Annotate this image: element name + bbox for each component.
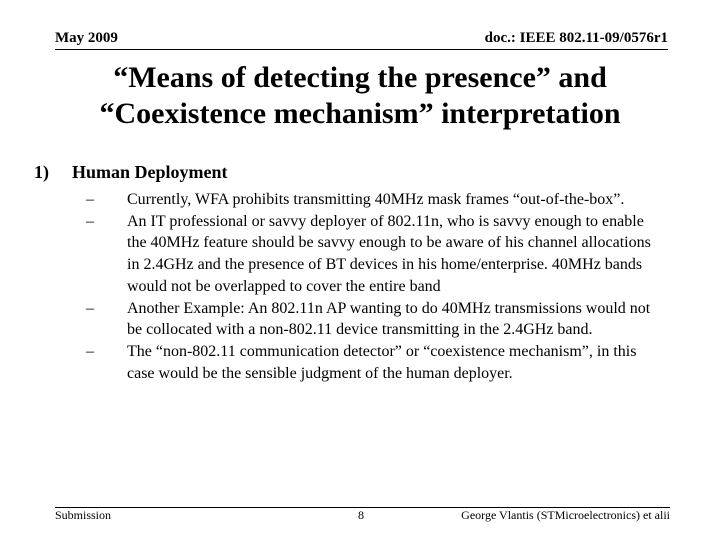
bullet-text: An IT professional or savvy deployer of 802.11n, who is savvy enough to enable the 40MHz feature should be savvy enough to be aware of his channel allocations in 2.4GHz and the presence of BT devices in his home/enterprise. 40MHz bands would not be overlapped to cover the entire band xyxy=(127,212,651,295)
bullet-dash: – xyxy=(86,191,94,208)
slide-title-line-2: “Coexistence mechanism” interpretation xyxy=(99,97,621,130)
bullet-item xyxy=(86,341,666,384)
bullet-item xyxy=(86,189,666,211)
bullet-item xyxy=(86,211,666,298)
footer-author: George Vlantis (STMicroelectronics) et alii xyxy=(461,508,670,522)
header-rule xyxy=(55,49,668,50)
bullet-dash: – xyxy=(86,342,94,360)
header-doc-id: doc.: IEEE 802.11-09/0576r1 xyxy=(484,30,668,46)
bullet-dash: – xyxy=(86,212,94,230)
bullet-item xyxy=(86,298,666,341)
bullet-text: Currently, WFA prohibits transmitting 40MHz mask frames “out-of-the-box”. xyxy=(127,191,625,208)
bullet-dash: – xyxy=(86,299,94,317)
header-date: May 2009 xyxy=(55,30,118,46)
slide-title xyxy=(0,60,720,132)
bullet-text: Another Example: An 802.11n AP wanting to do 40MHz transmissions would not be collocated with a non-802.11 device transmitting in the 2.4GHz band. xyxy=(127,299,651,339)
section-title: Human Deployment xyxy=(72,162,228,182)
bullet-text: The “non-802.11 communication detector” or “coexistence mechanism”, in this case would be the sensible judgment of the human deployer. xyxy=(127,342,637,382)
bullet-list xyxy=(86,189,666,384)
section-heading xyxy=(34,162,228,183)
section-number: 1) xyxy=(34,162,49,182)
footer-submission: Submission xyxy=(55,508,112,522)
page-number: 8 xyxy=(358,508,364,522)
slide-title-line-1: “Means of detecting the presence” and xyxy=(113,61,607,94)
